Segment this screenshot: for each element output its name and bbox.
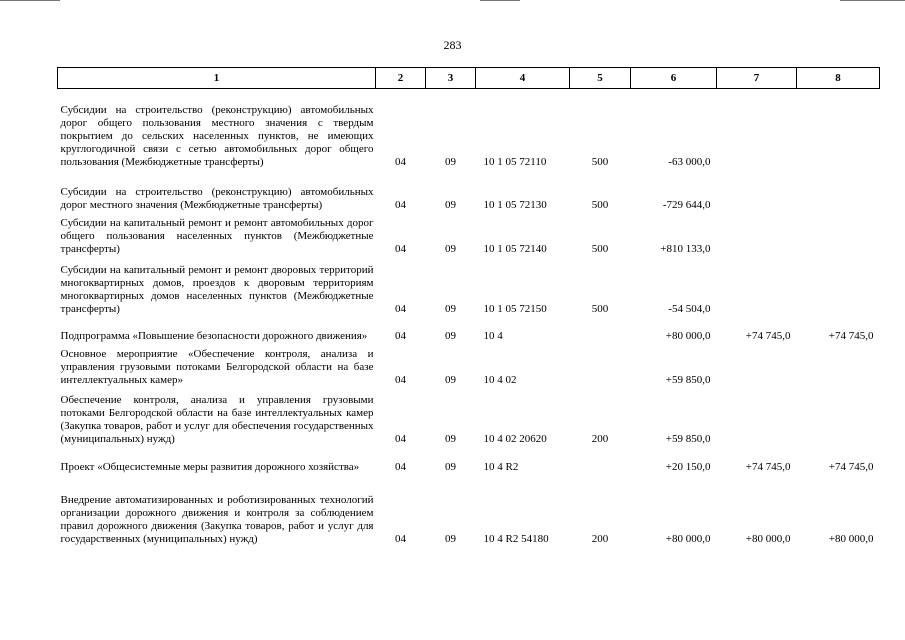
row-subsection: 09 [445,432,456,445]
row-section: 04 [395,460,406,473]
row-name: Проект «Общесистемные меры развития дорожного хозяйства» [60,460,360,473]
row-expense-type: 500 [591,198,609,211]
row-target-code: 10 4 R2 54180 [483,532,549,545]
column-header: 8 [797,68,880,89]
row-section: 04 [395,198,406,211]
row-target-code: 10 4 R2 [483,460,519,473]
table-header [58,68,880,89]
row-amount-2 [717,169,797,212]
row-amount-3 [797,343,880,387]
row-amount-3 [797,89,880,169]
row-amount-3 [797,256,880,316]
column-header: 6 [631,68,717,89]
row-subsection: 09 [445,155,456,168]
column-header: 3 [426,68,476,89]
row-target-code: 10 1 05 72140 [483,242,547,255]
row-amount-1: -63 000,0 [668,155,711,168]
row-expense-type [570,316,631,343]
row-amount-2 [717,89,797,169]
header-row [58,68,880,89]
scan-edge [0,0,905,2]
row-subsection: 09 [445,532,456,545]
table-body [58,89,880,546]
row-target-code: 10 1 05 72110 [483,155,547,168]
row-name: Субсидии на капитальный ремонт и ремонт дворовых территорий многоквартирных домов, проездов к дворовым территориям многоквартирных домов населенных пунктов (Межбюджетные трансферты) [60,263,374,315]
table-row [58,316,880,343]
row-section: 04 [395,329,406,342]
row-subsection: 09 [445,373,456,386]
table-row [58,446,880,474]
row-name: Внедрение автоматизированных и роботизированных технологий организации дорожного движения и контроля за соблюдением правил дорожного движения (Закупка товаров, работ и услуг для государственных (муниципальных) нужд) [60,493,374,545]
row-amount-1: -54 504,0 [668,302,711,315]
row-amount-3 [797,212,880,256]
row-subsection: 09 [445,460,456,473]
page-number: 283 [443,38,462,52]
row-name: Субсидии на строительство (реконструкцию) автомобильных дорог местного значения (Межбюджетные трансферты) [60,185,374,211]
row-amount-3 [797,387,880,446]
row-section: 04 [395,532,406,545]
row-expense-type [570,343,631,387]
row-amount-2: +74 745,0 [745,329,791,342]
row-subsection: 09 [445,198,456,211]
row-expense-type: 200 [591,532,609,545]
row-amount-1: +80 000,0 [665,532,711,545]
table-row [58,256,880,316]
row-name: Основное мероприятие «Обеспечение контроля, анализа и управления грузовыми потоками Белгородской области на базе интеллектуальных камер» [60,347,374,386]
row-section: 04 [395,242,406,255]
table-row [58,89,880,169]
row-expense-type: 200 [591,432,609,445]
row-amount-1: -729 644,0 [662,198,711,211]
row-target-code: 10 1 05 72130 [483,198,547,211]
row-target-code: 10 4 02 [483,373,517,386]
table-row [58,212,880,256]
row-subsection: 09 [445,302,456,315]
row-expense-type [570,446,631,474]
row-target-code: 10 1 05 72150 [483,302,547,315]
table-row [58,387,880,446]
row-section: 04 [395,373,406,386]
row-amount-3: +80 000,0 [828,532,874,545]
row-amount-3 [797,169,880,212]
row-amount-2: +80 000,0 [745,532,791,545]
row-name: Субсидии на строительство (реконструкцию) автомобильных дорог общего пользования местного значения с твердым покрытием до сельских населенных пунктов, не имеющих круглогодичной связи с сетью автомобильных дорог общего пользования (Межбюджетные трансферты) [60,103,374,168]
row-amount-1: +810 133,0 [660,242,711,255]
column-header: 2 [376,68,426,89]
column-header: 5 [570,68,631,89]
table-row [58,474,880,546]
row-expense-type: 500 [591,155,609,168]
table-row [58,343,880,387]
row-target-code: 10 4 02 20620 [483,432,547,445]
column-header: 1 [58,68,376,89]
row-amount-2 [717,343,797,387]
row-target-code: 10 4 [483,329,503,342]
row-name: Подпрограмма «Повышение безопасности дорожного движения» [60,329,368,342]
row-name: Обеспечение контроля, анализа и управления грузовыми потоками Белгородской области на базе интеллектуальных камер (Закупка товаров, работ и услуг для обеспечения государственных (муниципальных) нужд) [60,393,374,445]
row-amount-2 [717,256,797,316]
row-section: 04 [395,432,406,445]
row-amount-1: +20 150,0 [665,460,711,473]
column-header: 7 [717,68,797,89]
column-header: 4 [476,68,570,89]
row-subsection: 09 [445,242,456,255]
row-amount-1: +59 850,0 [665,432,711,445]
row-amount-3: +74 745,0 [828,329,874,342]
row-amount-2: +74 745,0 [745,460,791,473]
row-amount-3: +74 745,0 [828,460,874,473]
row-expense-type: 500 [591,302,609,315]
row-amount-2 [717,212,797,256]
row-amount-2 [717,387,797,446]
table-row [58,169,880,212]
row-amount-1: +80 000,0 [665,329,711,342]
row-amount-1: +59 850,0 [665,373,711,386]
row-name: Субсидии на капитальный ремонт и ремонт автомобильных дорог общего пользования населенных пунктов (Межбюджетные трансферты) [60,216,374,255]
row-subsection: 09 [445,329,456,342]
row-section: 04 [395,302,406,315]
row-expense-type: 500 [591,242,609,255]
budget-table [57,67,880,546]
row-section: 04 [395,155,406,168]
